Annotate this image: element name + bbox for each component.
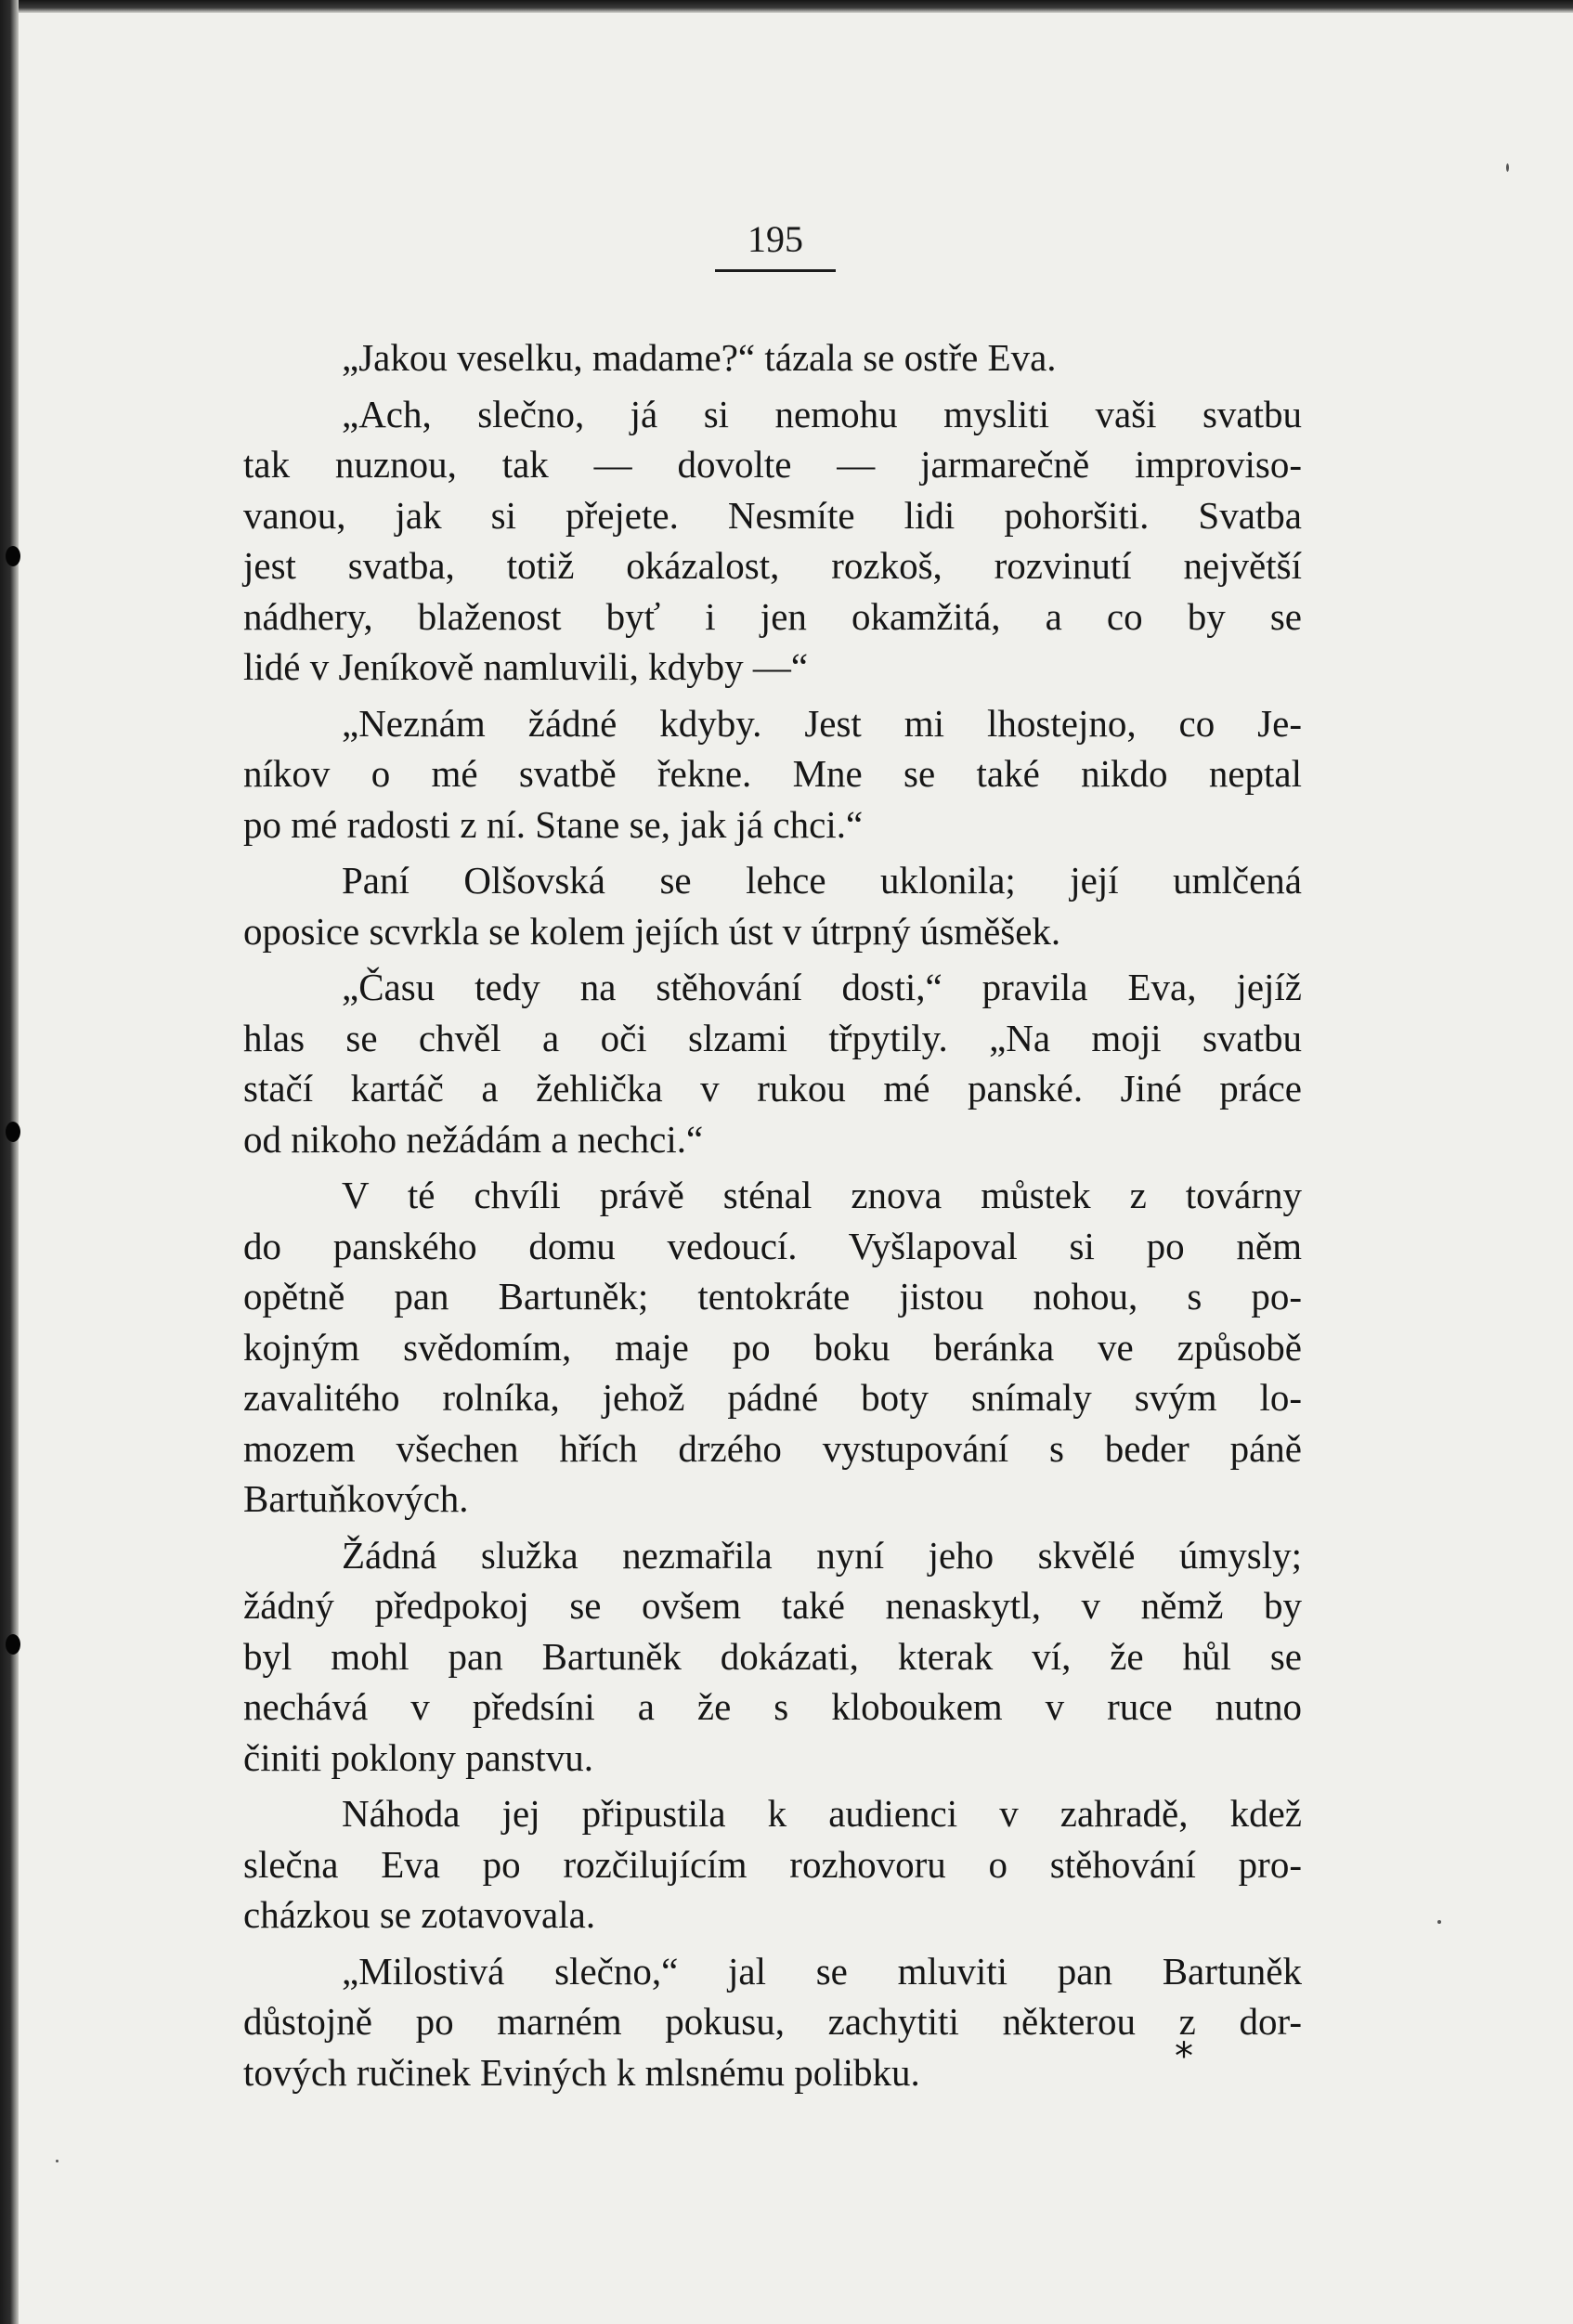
text-line: lidé v Jeníkově namluvili, kdyby —“ <box>243 645 809 688</box>
text-line: kojným svědomím, maje po boku beránka ve způsobě <box>243 1325 1302 1369</box>
paper-speck <box>1437 1920 1441 1924</box>
binding-thread-mark <box>6 546 20 566</box>
text-line: cházkou se zotavovala. <box>243 1893 596 1936</box>
text-line: stačí kartáč a žehlička v rukou mé panské. Jiné práce <box>243 1067 1302 1110</box>
page-number: 195 <box>748 218 803 260</box>
binding-thread-mark <box>6 1634 20 1655</box>
text-line: V té chvíli právě sténal znova můstek z továrny <box>342 1174 1302 1216</box>
text-line: hlas se chvěl a oči slzami třpytily. „Na moji svatbu <box>243 1016 1302 1059</box>
text-line: nechává v předsíni a že s kloboukem v ruce nutno <box>243 1685 1302 1728</box>
text-line: Žádná služka nezmařila nyní jeho skvělé úmysly; <box>342 1533 1302 1577</box>
text-line: od nikoho nežádám a nechci.“ <box>243 1117 704 1161</box>
paper-speck <box>56 2160 58 2162</box>
text-line: „Neznám žádné kdyby. Jest mi lhostejno, co Je- <box>342 701 1302 745</box>
text-line: oposice scvrkla se kolem jejích úst v útrpný úsměšek. <box>243 909 1061 953</box>
text-line: důstojně po marném pokusu, zachytiti některou z dor- <box>243 2000 1302 2043</box>
binding-thread-mark <box>6 1122 20 1142</box>
text-line: „Milostivá slečno,“ jal se mluviti pan Bartuněk <box>342 1949 1302 1993</box>
text-line: tových ručinek Eviných k mlsnému polibku. <box>243 2050 920 2094</box>
paragraph <box>243 962 1302 1164</box>
body-text <box>243 332 1302 2097</box>
text-line: Bartuňkových. <box>243 1477 469 1520</box>
page-number-rule <box>715 269 836 272</box>
text-line: vanou, jak si přejete. Nesmíte lidi pohoršiti. Svatba <box>243 493 1302 537</box>
paragraph <box>243 1170 1302 1525</box>
text-line: mozem všechen hřích drzého vystupování s beder páně <box>243 1426 1302 1470</box>
text-line: níkov o mé svatbě řekne. Mne se také nikdo neptal <box>243 752 1302 795</box>
text-line: byl mohl pan Bartuněk dokázati, kterak ví, že hůl se <box>243 1634 1302 1678</box>
paragraph <box>243 1530 1302 1784</box>
section-ornament: * <box>1175 2035 1193 2078</box>
text-line: po mé radosti z ní. Stane se, jak já chci.“ <box>243 802 864 846</box>
text-line: „Času tedy na stěhování dosti,“ pravila Eva, jejíž <box>342 966 1302 1008</box>
paragraph <box>243 698 1302 850</box>
text-line: do panského domu vedoucí. Vyšlapoval si po něm <box>243 1224 1302 1267</box>
text-line: jest svatba, totiž okázalost, rozkoš, rozvinutí největší <box>243 544 1302 587</box>
paragraph <box>243 1788 1302 1941</box>
scan-binding-edge <box>0 0 19 2324</box>
text-line: tak nuznou, tak — dovolte — jarmarečně improviso- <box>243 443 1302 486</box>
paragraph <box>243 855 1302 956</box>
text-line: žádný předpokoj se ovšem také nenaskytl, v němž by <box>243 1584 1302 1627</box>
text-line: činiti poklony panstvu. <box>243 1735 593 1779</box>
paper-speck <box>1506 163 1509 172</box>
text-line: Paní Olšovská se lehce uklonila; její umlčená <box>342 859 1302 902</box>
text-line: zavalitého rolníka, jehož pádné boty snímaly svým lo- <box>243 1376 1302 1419</box>
text-line: slečna Eva po rozčilujícím rozhovoru o stěhování pro- <box>243 1842 1302 1886</box>
text-line: opětně pan Bartuněk; tentokráte jistou nohou, s po- <box>243 1275 1302 1318</box>
text-line: nádhery, blaženost byť i jen okamžitá, a co by se <box>243 594 1302 638</box>
paragraph <box>243 389 1302 693</box>
text-line: Náhoda jej připustila k audienci v zahradě, kdež <box>342 1792 1302 1835</box>
text-line: „Jakou veselku, madame?“ tázala se ostře Eva. <box>342 336 1057 379</box>
text-line: „Ach, slečno, já si nemohu mysliti vaši svatbu <box>342 392 1302 435</box>
scan-top-edge <box>0 0 1573 13</box>
paragraph <box>243 332 1302 383</box>
paragraph <box>243 1946 1302 2098</box>
